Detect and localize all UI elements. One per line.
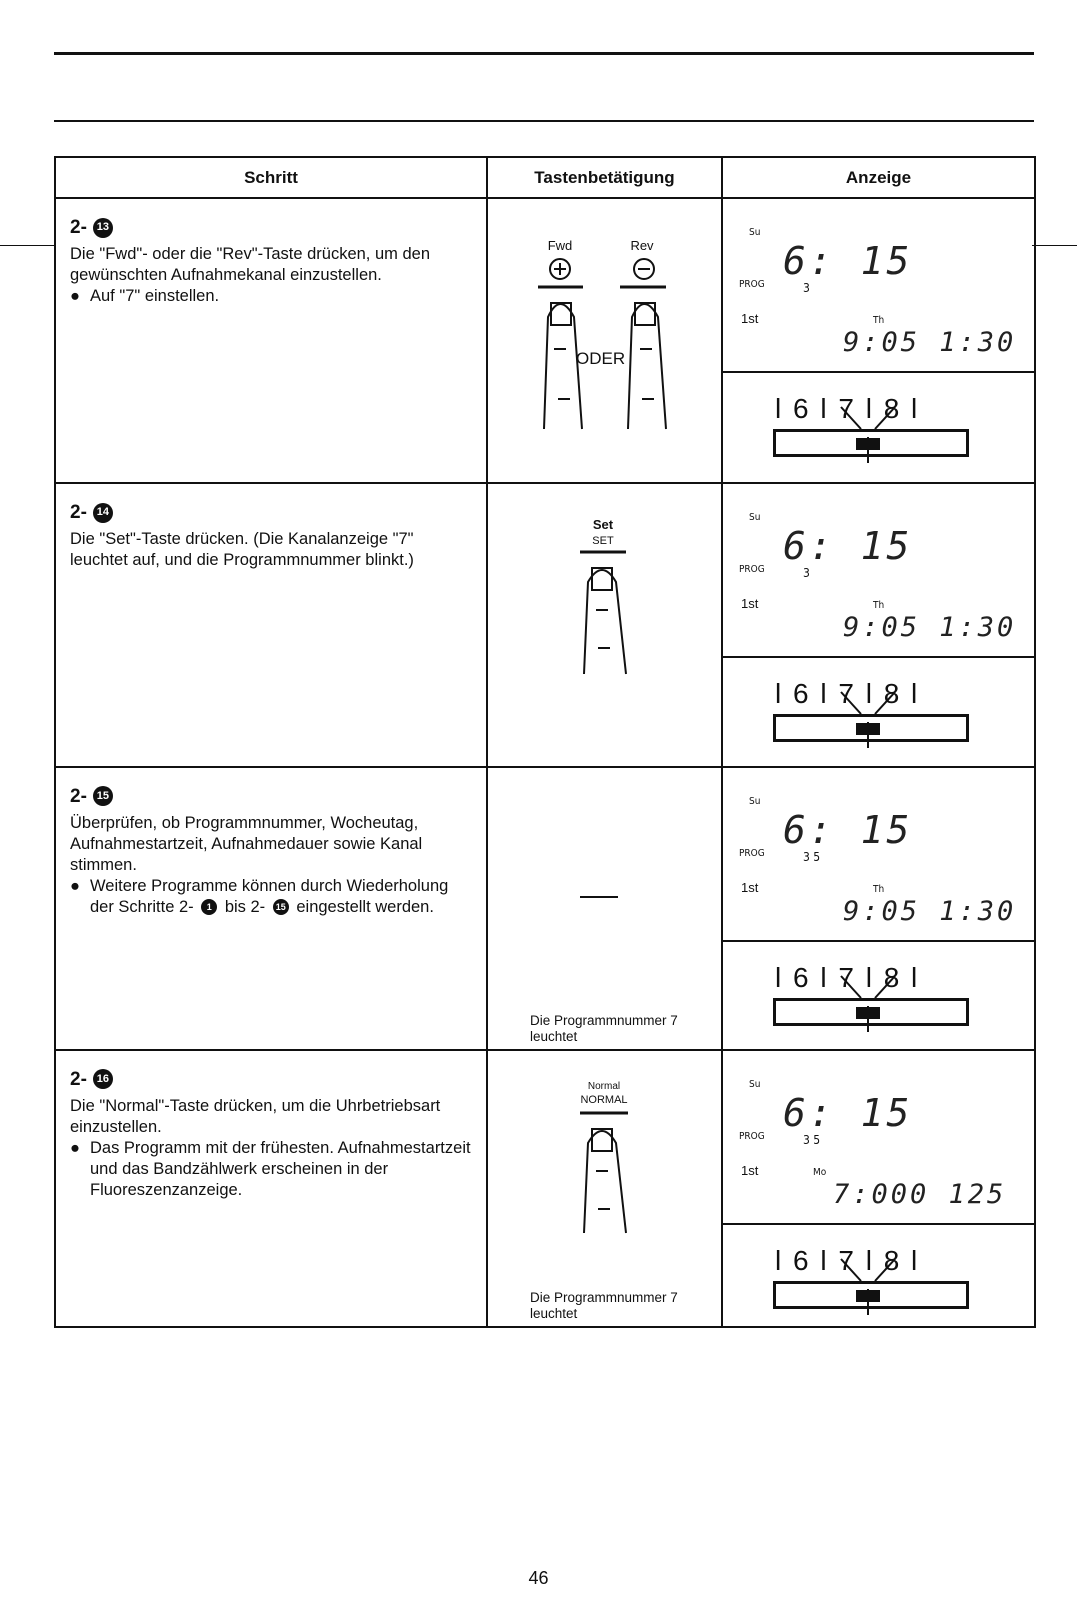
prog-numbers: 3 5	[803, 849, 821, 864]
key-cell	[487, 767, 722, 1050]
weekday-label: Th	[873, 600, 885, 612]
day-label: Su	[749, 227, 761, 239]
prog-numbers: 3 5	[803, 1132, 821, 1147]
day-label: Su	[749, 512, 761, 524]
step-ref-circle: 15	[273, 899, 289, 915]
channel-numbers: l 6 l 7 l 8 l	[775, 678, 920, 710]
oder-label: ODER	[576, 349, 626, 369]
header-step: Schritt	[55, 157, 487, 198]
key-cell	[487, 198, 722, 483]
instruction-table	[54, 156, 1036, 1328]
blink-rays-icon	[833, 1253, 903, 1317]
bullet-item: ● Auf "7" einstellen.	[70, 287, 220, 306]
normal-label: Normal	[587, 1080, 621, 1092]
key-cell	[487, 1050, 722, 1327]
key-cell	[487, 483, 722, 766]
lit-note: Die Programmnummer 7 leuchtet	[530, 1290, 678, 1321]
normal-button-label: NORMAL	[580, 1093, 628, 1106]
page-number: 46	[528, 1568, 549, 1588]
display-cell	[722, 1050, 1035, 1327]
header-keys: Tastenbetätigung	[487, 157, 722, 198]
header-display: Anzeige	[722, 157, 1035, 198]
step-prefix: 2-	[70, 217, 87, 239]
set-button-icon	[580, 552, 626, 674]
no-key-dash	[580, 896, 618, 898]
clock-display	[723, 199, 1034, 373]
step-number	[70, 217, 472, 238]
step-number	[70, 502, 472, 523]
bullet-item: ● Weitere Programme können durch Wiederholung der Schritte 2- 1 bis 2- 15 eingestellt werden.	[70, 876, 449, 916]
blink-rays-icon	[833, 970, 903, 1034]
fwd-button-icon	[538, 259, 583, 429]
day-label: Su	[749, 795, 761, 807]
top-rule	[54, 52, 1034, 55]
channel-display	[723, 373, 1034, 482]
start-duration-readout: 9:05 1:30	[843, 327, 1017, 359]
margin-line-left	[0, 245, 56, 246]
bullet-text: eingestellt werden.	[296, 897, 434, 916]
set-finger-illustration	[488, 484, 719, 758]
step-cell	[55, 483, 487, 766]
weekday-label: Th	[873, 883, 885, 895]
day-label: Su	[749, 1078, 761, 1090]
rev-button-icon	[620, 259, 666, 429]
first-label: 1st	[741, 879, 759, 895]
clock-display	[723, 1051, 1034, 1225]
step-circle-number: 15	[93, 786, 113, 806]
bullet-text: Weitere Programme können durch Wiederholung der Schritte 2-	[90, 876, 449, 916]
time-readout: 6: 15	[783, 524, 913, 569]
time-readout: 6: 15	[783, 1090, 913, 1135]
bullet-text: Das Programm mit der frühesten. Aufnahmestartzeit und das Bandzählwerk erscheinen in der Fluoreszenzanzeige.	[90, 1138, 471, 1199]
prog-label: PROG	[739, 564, 765, 576]
lit-note: Die Programmnummer 7 leuchtet	[530, 1012, 678, 1044]
channel-numbers: l 6 l 7 l 8 l	[775, 393, 920, 425]
table-row	[55, 767, 1035, 1050]
step-circle-number: 16	[93, 1069, 113, 1089]
step-number	[70, 786, 472, 807]
step-ref-circle: 1	[201, 899, 217, 915]
first-label: 1st	[741, 311, 759, 327]
display-cell	[722, 198, 1035, 483]
start-duration-readout: 9:05 1:30	[843, 612, 1017, 644]
normal-button-icon	[580, 1113, 628, 1233]
weekday-label: Th	[873, 315, 885, 327]
step-circle-number: 14	[93, 503, 113, 523]
step-prefix: 2-	[70, 1068, 87, 1090]
step-prefix: 2-	[70, 785, 87, 807]
step-cell	[55, 767, 487, 1050]
time-readout: 6: 15	[783, 807, 913, 852]
fwd-label: Fwd	[547, 238, 573, 254]
finger-press-illustration	[488, 199, 719, 475]
step-text: Überprüfen, ob Programmnummer, Wocheutag, Aufnahmestartzeit, Aufnahmedauer sowie Kanal stimmen.	[70, 813, 423, 874]
margin-line-right	[1032, 245, 1077, 246]
table-row	[55, 1050, 1035, 1327]
blink-rays-icon	[833, 401, 903, 465]
step-text: Die "Normal"-Taste drücken, um die Uhrbetriebsart einzustellen.	[70, 1096, 441, 1136]
time-readout: 6: 15	[783, 239, 913, 284]
step-prefix: 2-	[70, 502, 87, 524]
first-label: 1st	[741, 1162, 759, 1178]
second-rule	[54, 120, 1034, 122]
step-cell	[55, 1050, 487, 1327]
step-text: Die "Set"-Taste drücken. (Die Kanalanzeige "7" leuchtet auf, und die Programmnummer blinkt.)	[70, 530, 414, 570]
bullet-text: Auf "7" einstellen.	[90, 287, 220, 306]
channel-numbers: l 6 l 7 l 8 l	[775, 1244, 920, 1276]
bullet-item: ● Das Programm mit der frühesten. Aufnahmestartzeit und das Bandzählwerk erscheinen in der Fluoreszenzanzeige.	[70, 1138, 471, 1199]
start-counter-readout: 7:000 125	[833, 1178, 1007, 1210]
clock-display	[723, 768, 1034, 942]
first-label: 1st	[741, 596, 759, 612]
display-cell	[722, 483, 1035, 766]
channel-display	[723, 942, 1034, 1049]
display-cell	[722, 767, 1035, 1050]
clock-display	[723, 484, 1034, 658]
table-row	[55, 198, 1035, 483]
set-label: Set	[592, 517, 614, 533]
blink-rays-icon	[833, 686, 903, 750]
table-row	[55, 483, 1035, 766]
bullet-text: bis 2-	[224, 897, 266, 916]
prog-label: PROG	[739, 279, 765, 291]
prog-numbers: 3	[803, 566, 810, 581]
channel-display	[723, 1225, 1034, 1326]
header-row	[55, 157, 1035, 198]
channel-numbers: l 6 l 7 l 8 l	[775, 961, 920, 993]
set-button-label: SET	[592, 535, 614, 548]
prog-label: PROG	[739, 1130, 765, 1142]
normal-finger-illustration	[488, 1051, 719, 1319]
prog-label: PROG	[739, 847, 765, 859]
start-duration-readout: 9:05 1:30	[843, 895, 1017, 927]
step-cell	[55, 198, 487, 483]
step-number	[70, 1069, 472, 1090]
channel-display	[723, 658, 1034, 765]
step-text: Die "Fwd"- oder die "Rev"-Taste drücken, um den gewünschten Aufnahmekanal einzustellen.	[70, 245, 430, 285]
rev-label: Rev	[630, 238, 654, 254]
prog-numbers: 3	[803, 281, 810, 296]
step-circle-number: 13	[93, 218, 113, 238]
weekday-label: Mo	[813, 1166, 827, 1178]
